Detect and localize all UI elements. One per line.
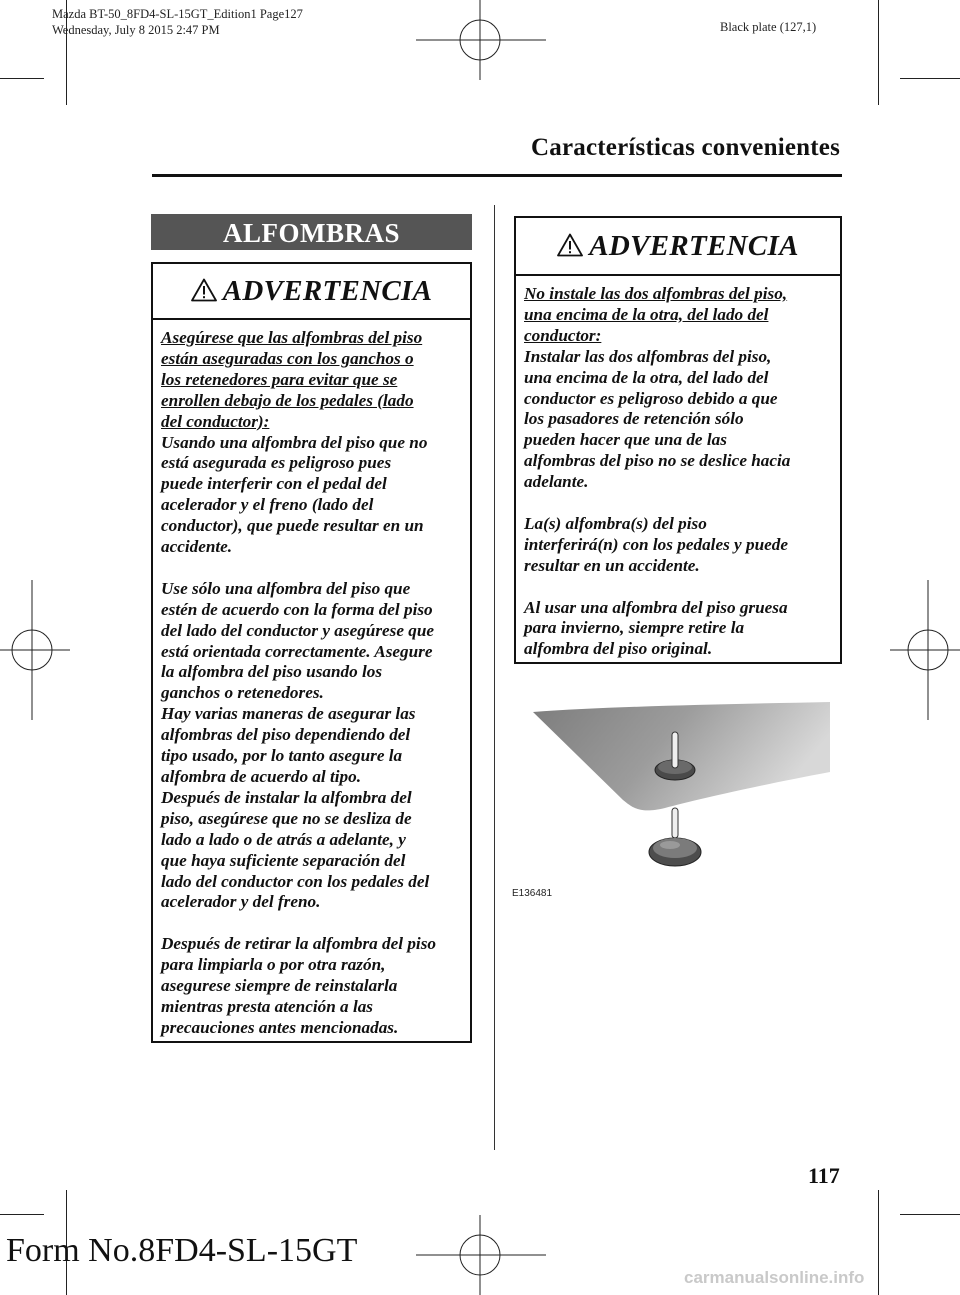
print-meta-line1: Mazda BT-50_8FD4-SL-15GT_Edition1 Page127 [52, 7, 303, 21]
warning-header [153, 264, 470, 320]
crop-mark [878, 1190, 879, 1295]
warning-text-line: Hay varias maneras de asegurar las [161, 704, 416, 724]
print-meta-line2: Wednesday, July 8 2015 2:47 PM [52, 23, 220, 37]
warning-text-line: conductor: [524, 325, 602, 345]
warning-body [153, 320, 470, 1039]
warning-text-line: interferirá(n) con los pedales y puede [524, 534, 788, 554]
warning-label: ADVERTENCIA [222, 274, 433, 307]
warning-text-line: del conductor): [161, 411, 270, 431]
figure-code: E136481 [512, 888, 553, 899]
section-title: Características convenientes [531, 134, 840, 161]
warning-text-line: accidente. [161, 537, 233, 557]
warning-text-line: asegurese siempre de reinstalarla [161, 976, 398, 996]
column-divider [494, 205, 495, 1150]
warning-text-line: una encima de la otra, del lado del [524, 304, 769, 324]
warning-text-line: estén de acuerdo con la forma del piso [161, 599, 433, 619]
warning-text-line: La(s) alfombra(s) del piso [524, 513, 707, 533]
warning-text-line: acelerador y del freno. [161, 892, 321, 912]
warning-text-line: del lado del conductor y asegúrese que [161, 620, 435, 640]
warning-text-line: precauciones antes mencionadas. [161, 1017, 399, 1037]
warning-text-line: alfombra de acuerdo al tipo. [161, 767, 362, 787]
warning-text-line: los retenedores para evitar que se [161, 369, 398, 389]
crop-mark [0, 78, 44, 79]
form-number: Form No.8FD4-SL-15GT [6, 1232, 358, 1269]
watermark: carmanualsonline.info [684, 1268, 865, 1287]
warning-text-line: acelerador y el freno (lado del [161, 495, 374, 515]
warning-text-line: lado del conductor con los pedales del [161, 871, 430, 891]
crop-mark [878, 0, 879, 105]
page-number: 117 [808, 1163, 840, 1188]
registration-mark-top [416, 0, 546, 80]
warning-text-line: la alfombra del piso usando los [161, 662, 383, 682]
warning-text-line: piso, asegúrese que no se desliza de [161, 808, 412, 828]
paragraph-gap [524, 493, 840, 514]
warning-text-line: conductor), que puede resultar en un [161, 516, 424, 536]
registration-mark-left [0, 580, 70, 720]
print-meta [52, 6, 303, 38]
warning-text-line: alfombra del piso original. [524, 639, 713, 659]
registration-mark-right [890, 580, 960, 720]
warning-text-line: está orientada correctamente. Asegure [161, 641, 433, 661]
warning-text-line: Después de instalar la alfombra del [161, 787, 412, 807]
paragraph-gap [524, 577, 840, 598]
warning-text-line: alfombras del piso dependiendo del [161, 725, 411, 745]
warning-text-line: Usando una alfombra del piso que no [161, 432, 428, 452]
warning-text-line: ganchos o retenedores. [161, 683, 324, 703]
warning-text-line: Asegúrese que las alfombras del piso [161, 328, 423, 347]
warning-label: ADVERTENCIA [589, 229, 799, 262]
warning-text-line: pueden hacer que una de las [524, 430, 727, 450]
warning-text-line: para invierno, siempre retire la [524, 618, 745, 638]
crop-mark [0, 1214, 44, 1215]
crop-mark [900, 78, 960, 79]
warning-box-right [514, 216, 842, 664]
plate-info: Black plate (127,1) [720, 20, 817, 34]
warning-text-line: Use sólo una alfombra del piso que [161, 578, 411, 598]
warning-text-line: tipo usado, por lo tanto asegure la [161, 746, 403, 766]
heading-alfombras: ALFOMBRAS [151, 214, 472, 250]
warning-text-line: enrollen debajo de los pedales (lado [161, 390, 414, 410]
warning-header [516, 218, 840, 276]
warning-text-line: una encima de la otra, del lado del [524, 367, 769, 387]
warning-triangle-icon [557, 233, 583, 257]
warning-text-line: Al usar una alfombra del piso gruesa [524, 597, 788, 617]
warning-text-line: alfombras del piso no se deslice hacia [524, 451, 791, 471]
paragraph-gap [161, 913, 470, 934]
header-rule [152, 174, 842, 177]
paragraph-gap [161, 558, 470, 579]
warning-text-line: para limpiarla o por otra razón, [161, 955, 386, 975]
warning-text-line: Después de retirar la alfombra del piso [161, 934, 436, 954]
registration-mark-bottom [416, 1215, 546, 1295]
warning-text-line: están aseguradas con los ganchos o [161, 348, 414, 368]
warning-box-left [151, 262, 472, 1043]
floor-mat-retainer-illustration [505, 690, 835, 905]
warning-text-line: No instale las dos alfombras del piso, [524, 284, 788, 303]
warning-text-line: adelante. [524, 472, 589, 492]
crop-mark [900, 1214, 960, 1215]
warning-triangle-icon [191, 278, 217, 302]
warning-text-line: conductor es peligroso debido a que [524, 388, 778, 408]
warning-text-line: lado a lado o de atrás a adelante, y [161, 829, 406, 849]
warning-text-line: resultar en un accidente. [524, 555, 700, 575]
warning-text-line: puede interferir con el pedal del [161, 474, 387, 494]
warning-text-line: los pasadores de retención sólo [524, 409, 744, 429]
warning-text-line: que haya suficiente separación del [161, 850, 406, 870]
warning-text-line: mientras presta atención a las [161, 996, 373, 1016]
warning-body [516, 276, 840, 660]
warning-text-line: Instalar las dos alfombras del piso, [524, 346, 772, 366]
warning-text-line: está asegurada es peligroso pues [161, 453, 392, 473]
